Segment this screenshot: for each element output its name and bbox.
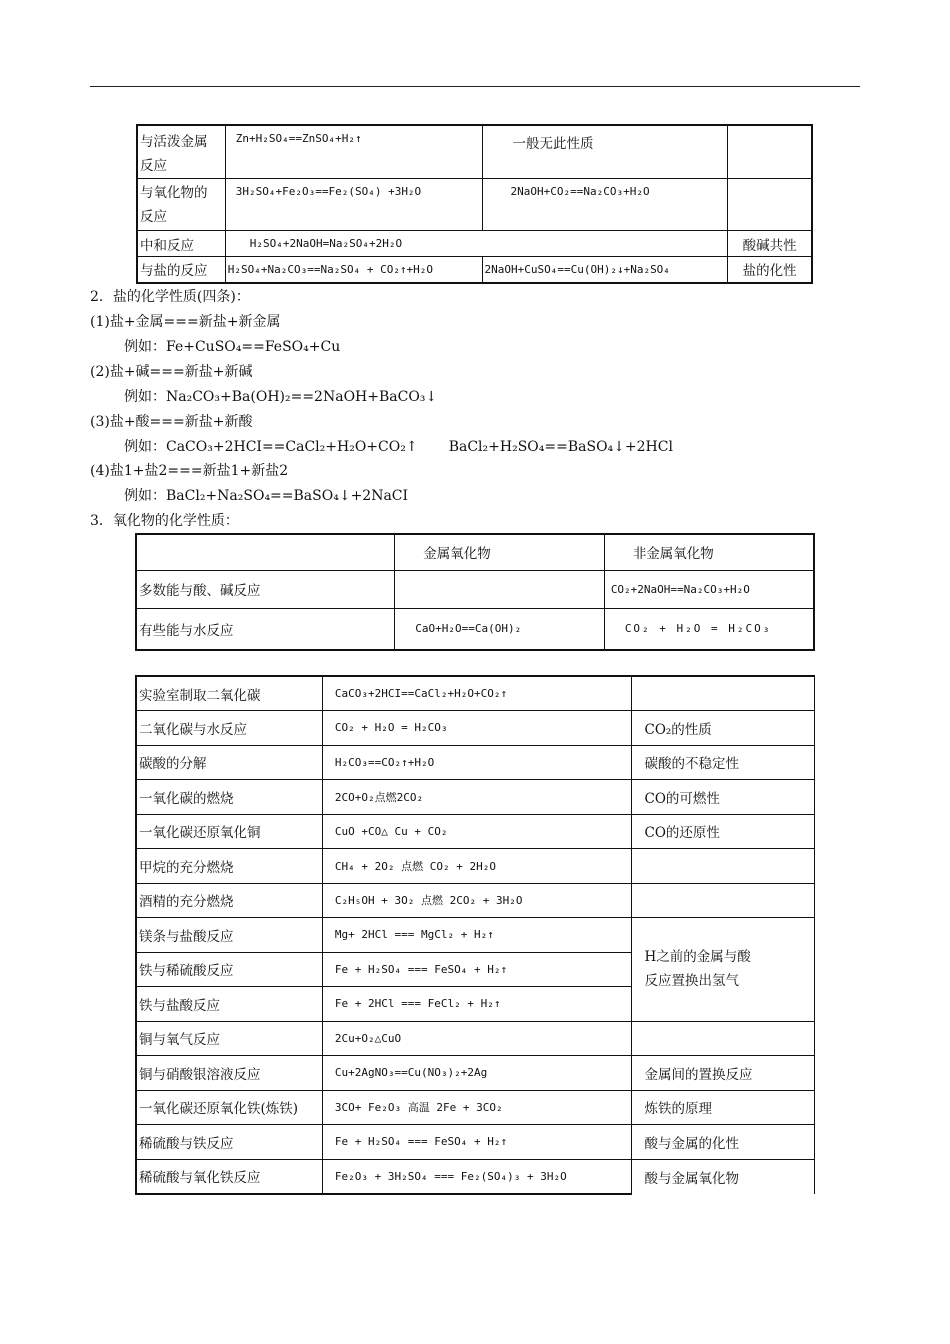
reaction-note xyxy=(632,1021,815,1056)
reaction-name: 镁条与盐酸反应 xyxy=(136,918,322,953)
salt-rule-3: (3)盐+酸===新盐+新酸 xyxy=(90,414,253,430)
table-row xyxy=(136,780,815,815)
note-cell xyxy=(728,179,812,231)
row-label: 与盐的反应 xyxy=(137,257,225,283)
row-label: 与氧化物的 反应 xyxy=(137,179,225,231)
reaction-equation: CO₂ + H₂O = H₂CO₃ xyxy=(322,711,632,746)
nonmetal-oxide-cell: CO₂+2NaOH==Na₂CO₃+H₂O xyxy=(604,570,814,608)
acid-base-table xyxy=(136,124,813,284)
row-label: 有些能与水反应 xyxy=(136,608,395,650)
salt-rule-1: (1)盐+金属===新盐+新金属 xyxy=(90,314,281,330)
table-row xyxy=(136,608,814,650)
header-rule xyxy=(90,86,860,87)
reaction-note: 酸与金属氧化物 xyxy=(632,1159,815,1194)
salt-example-1: 例如：Fe+CuSO₄==FeSO₄+Cu xyxy=(124,339,341,355)
table-row xyxy=(136,534,814,570)
reaction-equation: Fe₂O₃ + 3H₂SO₄ === Fe₂(SO₄)₃ + 3H₂O xyxy=(322,1159,632,1194)
reaction-note xyxy=(632,676,815,711)
acid-equation: Zn+H₂SO₄==ZnSO₄+H₂↑ xyxy=(225,125,482,179)
table-row xyxy=(137,231,812,257)
reaction-name: 二氧化碳与水反应 xyxy=(136,711,322,746)
note-cell: 酸碱共性 xyxy=(728,231,812,257)
table-row xyxy=(136,711,815,746)
table-row xyxy=(137,179,812,231)
note-cell xyxy=(728,125,812,179)
reaction-equation: CH₄ + 2O₂ 点燃 CO₂ + 2H₂O xyxy=(322,849,632,884)
reaction-note xyxy=(632,849,815,884)
reaction-name: 一氧化碳还原氧化铜 xyxy=(136,814,322,849)
acid-equation: 3H₂SO₄+Fe₂O₃==Fe₂(SO₄) +3H₂O xyxy=(225,179,482,231)
reaction-equation: CuO +CO△ Cu + CO₂ xyxy=(322,814,632,849)
reaction-name: 一氧化碳的燃烧 xyxy=(136,780,322,815)
header-cell: 金属氧化物 xyxy=(395,534,605,570)
metal-oxide-cell: CaO+H₂O==Ca(OH)₂ xyxy=(395,608,605,650)
reaction-equation: 2CO+O₂点燃2CO₂ xyxy=(322,780,632,815)
reaction-note: 碳酸的不稳定性 xyxy=(632,745,815,780)
acid-equation: H₂SO₄+Na₂CO₃==Na₂SO₄ + CO₂↑+H₂O xyxy=(225,257,482,283)
row-label: 多数能与酸、碱反应 xyxy=(136,570,395,608)
reaction-equation: H₂CO₃==CO₂↑+H₂O xyxy=(322,745,632,780)
reaction-name: 实验室制取二氧化碳 xyxy=(136,676,322,711)
reaction-equation: C₂H₅OH + 3O₂ 点燃 2CO₂ + 3H₂O xyxy=(322,883,632,918)
reaction-note: 金属间的置换反应 xyxy=(632,1056,815,1091)
reaction-equation: Fe + 2HCl === FeCl₂ + H₂↑ xyxy=(322,987,632,1022)
reaction-equation: Fe + H₂SO₄ === FeSO₄ + H₂↑ xyxy=(322,952,632,987)
base-equation: 2NaOH+CO₂==Na₂CO₃+H₂O xyxy=(482,179,728,231)
reaction-note: CO₂的性质 xyxy=(632,711,815,746)
reaction-name: 稀硫酸与氧化铁反应 xyxy=(136,1159,322,1194)
reaction-note-line: 反应置换出氢气 xyxy=(644,973,739,990)
reaction-name: 碳酸的分解 xyxy=(136,745,322,780)
salt-rule-4: (4)盐1+盐2===新盐1+新盐2 xyxy=(90,463,289,479)
table-row xyxy=(136,1159,815,1194)
reaction-name: 铜与氧气反应 xyxy=(136,1021,322,1056)
oxide-table xyxy=(135,533,815,651)
reaction-name: 甲烷的充分燃烧 xyxy=(136,849,322,884)
base-equation: 2NaOH+CuSO₄==Cu(OH)₂↓+Na₂SO₄ xyxy=(482,257,728,283)
reaction-equation: Mg+ 2HCl === MgCl₂ + H₂↑ xyxy=(322,918,632,953)
metal-oxide-cell xyxy=(395,570,605,608)
header-cell xyxy=(136,534,395,570)
table-row xyxy=(136,1021,815,1056)
reaction-name: 铜与硝酸银溶液反应 xyxy=(136,1056,322,1091)
table-row xyxy=(136,1056,815,1091)
reaction-note: CO的还原性 xyxy=(632,814,815,849)
reaction-note-line: H之前的金属与酸 xyxy=(644,949,751,966)
oxide-heading: 3．氧化物的化学性质： xyxy=(90,513,239,529)
table-row xyxy=(137,125,812,179)
nonmetal-oxide-cell: CO₂ + H₂O = H₂CO₃ xyxy=(604,608,814,650)
reaction-note: 酸与金属的化性 xyxy=(632,1125,815,1160)
note-cell: 盐的化性 xyxy=(728,257,812,283)
reaction-name: 稀硫酸与铁反应 xyxy=(136,1125,322,1160)
reaction-equation: Cu+2AgNO₃==Cu(NO₃)₂+2Ag xyxy=(322,1056,632,1091)
row-label: 与活泼金属 反应 xyxy=(137,125,225,179)
reaction-note xyxy=(632,918,815,1022)
header-cell: 非金属氧化物 xyxy=(604,534,814,570)
reaction-equation: 3CO+ Fe₂O₃ 高温 2Fe + 3CO₂ xyxy=(322,1090,632,1125)
acid-equation: H₂SO₄+2NaOH=Na₂SO₄+2H₂O xyxy=(225,231,727,257)
reaction-note: CO的可燃性 xyxy=(632,780,815,815)
reaction-note xyxy=(632,883,815,918)
table-row xyxy=(136,814,815,849)
salt-heading: 2．盐的化学性质(四条)： xyxy=(90,289,250,305)
row-label: 中和反应 xyxy=(137,231,225,257)
reaction-name: 铁与稀硫酸反应 xyxy=(136,952,322,987)
salt-example-2: 例如：Na₂CO₃+Ba(OH)₂==2NaOH+BaCO₃↓ xyxy=(124,389,438,405)
reaction-table xyxy=(135,675,815,1195)
table-row xyxy=(136,676,815,711)
table-row xyxy=(136,1125,815,1160)
table-row xyxy=(136,918,815,953)
reaction-equation: Fe + H₂SO₄ === FeSO₄ + H₂↑ xyxy=(322,1125,632,1160)
reaction-note: 炼铁的原理 xyxy=(632,1090,815,1125)
salt-rule-2: (2)盐+碱===新盐+新碱 xyxy=(90,364,253,380)
base-equation: 一般无此性质 xyxy=(482,125,728,179)
salt-example-3: 例如：CaCO₃+2HCI==CaCl₂+H₂O+CO₂↑ BaCl₂+H₂SO₄==BaSO₄↓+2HCl xyxy=(124,439,673,455)
table-row xyxy=(136,883,815,918)
table-row xyxy=(136,745,815,780)
reaction-equation: CaCO₃+2HCI==CaCl₂+H₂O+CO₂↑ xyxy=(322,676,632,711)
reaction-name: 铁与盐酸反应 xyxy=(136,987,322,1022)
salt-example-4: 例如：BaCl₂+Na₂SO₄==BaSO₄↓+2NaCI xyxy=(124,488,409,504)
table-row xyxy=(136,1090,815,1125)
reaction-equation: 2Cu+O₂△CuO xyxy=(322,1021,632,1056)
reaction-name: 酒精的充分燃烧 xyxy=(136,883,322,918)
table-row xyxy=(136,849,815,884)
table-row xyxy=(136,570,814,608)
reaction-name: 一氧化碳还原氧化铁(炼铁) xyxy=(136,1090,322,1125)
table-row xyxy=(137,257,812,283)
